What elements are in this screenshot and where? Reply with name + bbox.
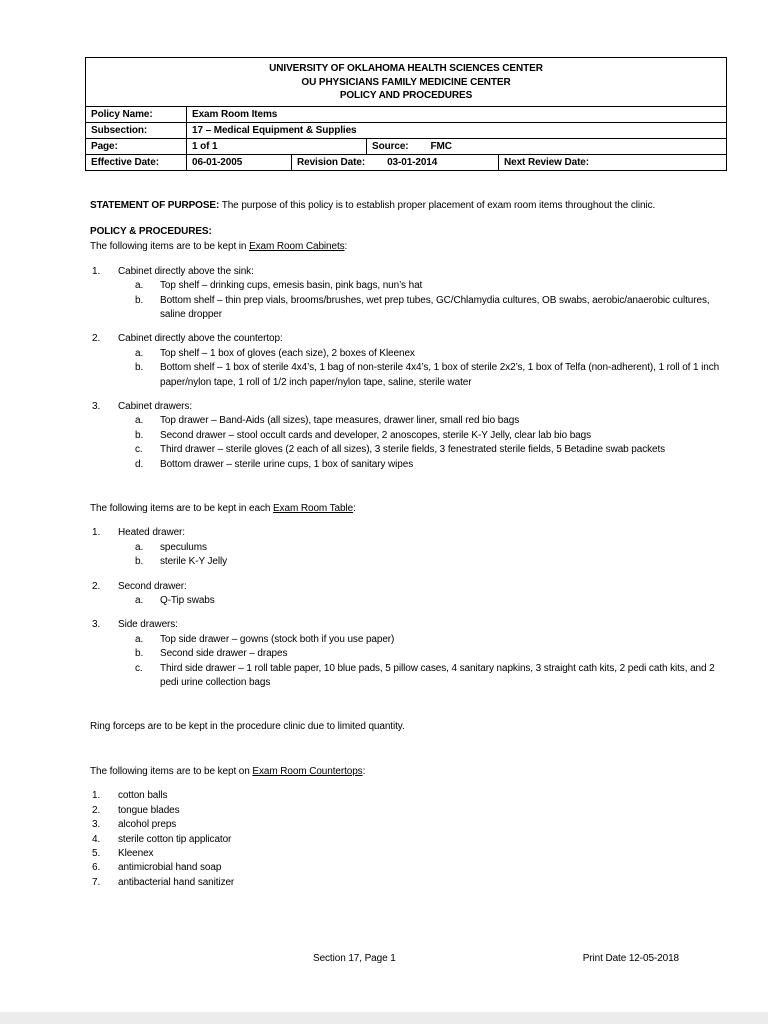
list-item-number: 7. bbox=[92, 876, 101, 888]
list-item-text: Heated drawer: bbox=[118, 527, 185, 539]
sub-item-text: Top shelf – drinking cups, emesis basin, pink bags, nun’s hat bbox=[160, 280, 423, 292]
sub-item-text: Second side drawer – drapes bbox=[160, 648, 288, 660]
list-item bbox=[85, 847, 721, 861]
sub-item-text: Third drawer – sterile gloves (2 each of all sizes), 3 sterile fields, 3 fenestrated sterile fields, 5 Betadine swab packets bbox=[160, 444, 666, 456]
section-intro-keyword: Exam Room Countertops bbox=[252, 765, 363, 777]
page-footer bbox=[85, 953, 727, 969]
table-row-page-source bbox=[86, 138, 726, 154]
sub-item-letter: a. bbox=[135, 595, 144, 607]
page-bottom-edge bbox=[0, 1012, 768, 1024]
list-item-number: 1. bbox=[92, 790, 101, 802]
policy-name-label: Policy Name: bbox=[91, 108, 153, 120]
subsection-value: 17 – Medical Equipment & Supplies bbox=[186, 123, 726, 138]
sub-item-text: Top drawer – Band-Aids (all sizes), tape measures, drawer liner, small red bio bags bbox=[160, 415, 520, 427]
revision-date-cell bbox=[291, 155, 498, 170]
sub-list-item bbox=[85, 279, 721, 293]
list-item-number: 3. bbox=[92, 400, 101, 412]
list-item-number: 1. bbox=[92, 265, 101, 277]
sub-item-letter: a. bbox=[135, 415, 144, 427]
sub-item-letter: b. bbox=[135, 429, 144, 441]
list-item-number: 4. bbox=[92, 833, 101, 845]
sub-list-item bbox=[85, 662, 721, 691]
sub-list-item bbox=[85, 347, 721, 361]
policy-name-value: Exam Room Items bbox=[186, 107, 726, 122]
sub-item-text: Second drawer – stool occult cards and developer, 2 anoscopes, sterile K-Y Jelly, clear lab bio bags bbox=[160, 429, 591, 441]
section-list bbox=[85, 789, 727, 890]
list-item-text: sterile cotton tip applicator bbox=[118, 833, 232, 845]
source-value: FMC bbox=[430, 140, 452, 152]
sub-item-letter: c. bbox=[135, 444, 143, 456]
section-intro bbox=[90, 240, 722, 254]
section-intro-keyword: Exam Room Cabinets bbox=[249, 241, 345, 253]
sub-item-letter: b. bbox=[135, 556, 144, 568]
statement-text: The purpose of this policy is to establish proper placement of exam room items throughout the clinic. bbox=[221, 199, 656, 211]
source-label: Source: bbox=[372, 140, 409, 152]
org-title: UNIVERSITY OF OKLAHOMA HEALTH SCIENCES CENTER bbox=[269, 63, 543, 74]
page-label: Page: bbox=[91, 140, 118, 152]
table-title-block bbox=[86, 58, 726, 106]
list-item bbox=[85, 818, 721, 832]
sub-item-letter: a. bbox=[135, 541, 144, 553]
dept-title: OU PHYSICIANS FAMILY MEDICINE CENTER bbox=[301, 76, 511, 88]
list-item bbox=[85, 332, 721, 346]
sub-item-letter: d. bbox=[135, 458, 144, 470]
list-item-text: alcohol preps bbox=[118, 819, 177, 831]
policy-procedures-heading: POLICY & PROCEDURES: bbox=[90, 225, 212, 237]
table-row-policy-name bbox=[86, 106, 726, 122]
section-intro-keyword: Exam Room Table bbox=[273, 503, 354, 514]
policy-header-table bbox=[85, 57, 727, 171]
list-item-text: antimicrobial hand soap bbox=[118, 862, 222, 874]
sub-list-item bbox=[85, 361, 721, 390]
list-item bbox=[85, 804, 721, 818]
list-item-text: Cabinet drawers: bbox=[118, 400, 192, 412]
sub-item-text: Bottom shelf – 1 box of sterile 4x4’s, 1 bag of non-sterile 4x4’s, 1 box of sterile 2x2’s, 1 box of Telfa (non-adherent), 1 roll of 1 inch paper/nylon tape, 1 roll of 1/2 inch paper/nylon tape, saline, sterile water bbox=[160, 362, 720, 388]
list-item-text: antibacterial hand sanitizer bbox=[118, 876, 235, 888]
table-row-subsection bbox=[86, 122, 726, 138]
statement-label: STATEMENT OF PURPOSE: bbox=[90, 199, 220, 211]
section-intro bbox=[90, 765, 722, 779]
list-item-text: cotton balls bbox=[118, 790, 168, 802]
effective-date-value: 06-01-2005 bbox=[186, 155, 291, 170]
section-intro-colon: : bbox=[362, 765, 366, 777]
subsection-label: Subsection: bbox=[91, 124, 148, 136]
sub-list-item bbox=[85, 429, 721, 443]
list-item-number: 2. bbox=[92, 333, 101, 345]
sub-item-text: Top shelf – 1 box of gloves (each size), 2 boxes of Kleenex bbox=[160, 347, 415, 359]
footer-print-date: Print Date 12-05-2018 bbox=[582, 953, 679, 964]
list-item bbox=[85, 400, 721, 414]
section-intro-colon: : bbox=[353, 503, 356, 514]
section-intro-text: The following items are to be kept on bbox=[90, 765, 253, 777]
sub-item-letter: a. bbox=[135, 280, 144, 292]
sub-item-letter: a. bbox=[135, 347, 144, 359]
sub-item-text: Bottom drawer – sterile urine cups, 1 box of sanitary wipes bbox=[160, 458, 414, 470]
document-content bbox=[85, 57, 727, 890]
sub-list-item bbox=[85, 458, 721, 472]
revision-date-label: Revision Date: bbox=[297, 156, 366, 168]
table-row-dates bbox=[86, 154, 726, 170]
sub-list-item bbox=[85, 594, 721, 608]
list-item-text: tongue blades bbox=[118, 804, 180, 816]
section-list bbox=[85, 265, 727, 472]
list-item bbox=[85, 265, 721, 279]
doc-type-title: POLICY AND PROCEDURES bbox=[339, 90, 473, 101]
sub-item-letter: b. bbox=[135, 362, 144, 374]
list-item-text: Kleenex bbox=[118, 847, 154, 859]
list-item-text: Side drawers: bbox=[118, 619, 178, 631]
sub-item-text: Bottom shelf – thin prep vials, brooms/brushes, wet prep tubes, GC/Chlamydia cultures, OB swabs, aerobic/anaerobic cultures, saline dropper bbox=[160, 294, 710, 320]
statement-of-purpose bbox=[90, 199, 722, 213]
sub-list-item bbox=[85, 633, 721, 647]
section-intro-text: The following items are to be kept in each bbox=[90, 503, 274, 514]
footer-section-page: Section 17, Page 1 bbox=[313, 953, 396, 964]
list-item-text: Cabinet directly above the countertop: bbox=[118, 333, 283, 345]
sub-list-item bbox=[85, 294, 721, 323]
sub-item-letter: a. bbox=[135, 633, 144, 645]
list-item-text: Second drawer: bbox=[118, 580, 187, 592]
list-item-number: 6. bbox=[92, 862, 101, 874]
section-intro-text: The following items are to be kept in bbox=[90, 241, 250, 253]
page-value: 1 of 1 bbox=[186, 139, 366, 154]
list-item-number: 2. bbox=[92, 580, 101, 592]
sub-list-item bbox=[85, 414, 721, 428]
section-list bbox=[85, 526, 727, 690]
list-item bbox=[85, 789, 721, 803]
list-item-number: 3. bbox=[92, 619, 101, 631]
sub-item-text: sterile K-Y Jelly bbox=[160, 556, 228, 568]
sub-item-text: Q-Tip swabs bbox=[160, 595, 215, 607]
section-intro-colon: : bbox=[344, 241, 348, 253]
list-item bbox=[85, 526, 721, 540]
document-sections bbox=[85, 240, 727, 890]
list-item-text: Cabinet directly above the sink: bbox=[118, 265, 254, 277]
sub-list-item bbox=[85, 555, 721, 569]
list-item bbox=[85, 618, 721, 632]
sub-list-item bbox=[85, 541, 721, 555]
list-item bbox=[85, 861, 721, 875]
source-cell bbox=[366, 139, 726, 154]
list-item-number: 3. bbox=[92, 819, 101, 831]
sub-item-text: Third side drawer – 1 roll table paper, 10 blue pads, 5 pillow cases, 4 sanitary napkins, 3 straight cath kits, 2 pedi cath kits, and 2 pedi urine collection bags bbox=[160, 662, 715, 689]
effective-date-label: Effective Date: bbox=[91, 156, 159, 168]
body-paragraph: Ring forceps are to be kept in the procedure clinic due to limited quantity. bbox=[90, 721, 405, 733]
list-item-number: 1. bbox=[92, 527, 101, 539]
list-item bbox=[85, 580, 721, 594]
sub-item-letter: c. bbox=[135, 662, 143, 674]
sub-item-text: Top side drawer – gowns (stock both if you use paper) bbox=[160, 633, 395, 645]
sub-item-letter: b. bbox=[135, 294, 144, 306]
sub-list-item bbox=[85, 443, 721, 457]
sub-list-item bbox=[85, 647, 721, 661]
sub-item-text: speculums bbox=[160, 541, 207, 553]
list-item-number: 2. bbox=[92, 804, 101, 816]
list-item bbox=[85, 833, 721, 847]
section-intro bbox=[90, 502, 722, 516]
list-item-number: 5. bbox=[92, 847, 101, 859]
list-item bbox=[85, 876, 721, 890]
revision-date-value: 03-01-2014 bbox=[387, 156, 438, 168]
sub-item-letter: b. bbox=[135, 648, 144, 660]
next-review-date-label: Next Review Date: bbox=[498, 155, 726, 170]
